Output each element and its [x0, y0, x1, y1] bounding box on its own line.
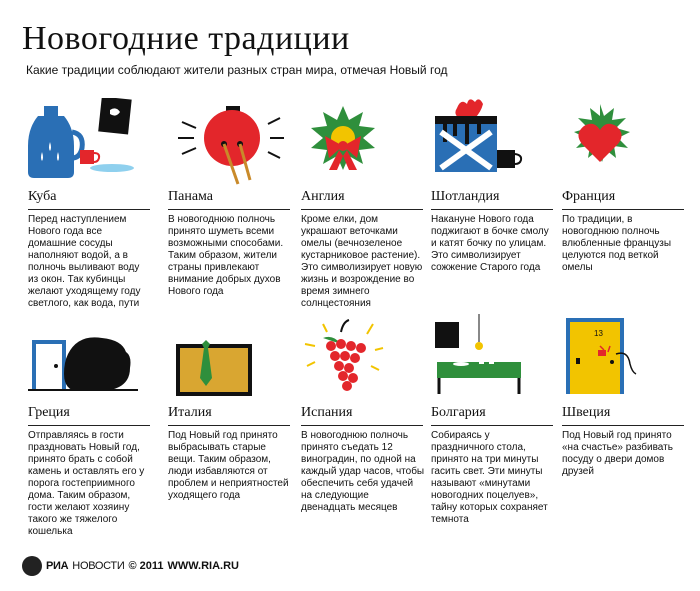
country-name: Италия — [168, 405, 290, 426]
mistletoe-wreath-illustration — [301, 98, 423, 188]
country-name: Болгария — [431, 405, 553, 426]
tradition-text: Под Новый год принято выбрасывать старые вещи. Таким образом, люди избавляются от проблем и неприятностей уходящего года — [168, 430, 289, 501]
country-name: Франция — [562, 189, 684, 210]
copyright: © 2011 — [128, 560, 164, 572]
tradition-text: Перед наступлением Нового года все домашние сосуды наполняют водой, а в полночь выливают воду из окон. Так кубинцы желают уходящему году светлого, как вода, пути — [28, 214, 141, 309]
tradition-text: Под Новый год принято «на счастье» разбивать посуду о двери домов друзей — [562, 430, 673, 477]
brand-name-part1: РИА — [46, 560, 69, 572]
tradition-text: По традиции, в новогоднюю полночь влюбленные французы целуются под веткой омелы — [562, 214, 672, 273]
footer — [22, 556, 239, 576]
tradition-text: Накануне Нового года поджигают в бочке смолу и катят бочку по улицам. Это символизирует сожжение Старого года — [431, 214, 549, 273]
door-and-stone-illustration — [28, 314, 150, 404]
door-number: 13 — [594, 329, 603, 338]
jug-and-cup-illustration — [28, 98, 150, 188]
tradition-text: В новогоднюю полночь принято съедать 12 виноградин, по одной на каждый удар часов, чтобы обеспечить себя удачей на следующие двенадцать месяцев — [301, 430, 425, 513]
tradition-text: Собираясь у праздничного стола, принято на три минуты гасить свет. Эти минуты называют «минутами новогодних поцелуев», тайну которых сохраняет темнота — [431, 430, 548, 525]
country-name: Испания — [301, 405, 423, 426]
heart-with-mistletoe-illustration — [562, 98, 684, 188]
page-subtitle: Какие традиции соблюдают жители разных стран мира, отмечая Новый год — [26, 63, 448, 77]
ria-logo-icon — [22, 556, 42, 576]
country-name: Швеция — [562, 405, 684, 426]
dark-table-illustration — [431, 314, 553, 404]
tradition-text: Отправляясь в гости праздновать Новый год, принято брать с собой камень и оставлять его у порога гостеприимного дома. Таким образом, гости желают хозяину такого же тяжелого кошелька — [28, 430, 145, 537]
drum-illustration — [168, 98, 290, 188]
country-name: Куба — [28, 189, 150, 210]
country-name: Греция — [28, 405, 150, 426]
country-name: Панама — [168, 189, 290, 210]
country-name: Шотландия — [431, 189, 553, 210]
tradition-text: Кроме елки, дом украшают веточками омелы (вечнозеленое кустарниковое растение). Это символизирует новую жизнь и возрождение во время зимнего солнцестояния — [301, 214, 423, 309]
grapes-illustration — [301, 314, 423, 404]
website[interactable]: WWW.RIA.RU — [167, 560, 239, 572]
yellow-door-illustration — [562, 314, 684, 404]
brand-name-part2: НОВОСТИ — [72, 560, 125, 572]
page-title: Новогодние традиции — [22, 20, 350, 57]
country-name: Англия — [301, 189, 423, 210]
suitcase-illustration — [168, 314, 290, 404]
burning-barrel-illustration — [431, 98, 553, 188]
tradition-text: В новогоднюю полночь принято шуметь всеми возможными способами. Таким образом, жители страны привлекают внимание добрых духов Нового года — [168, 214, 284, 297]
